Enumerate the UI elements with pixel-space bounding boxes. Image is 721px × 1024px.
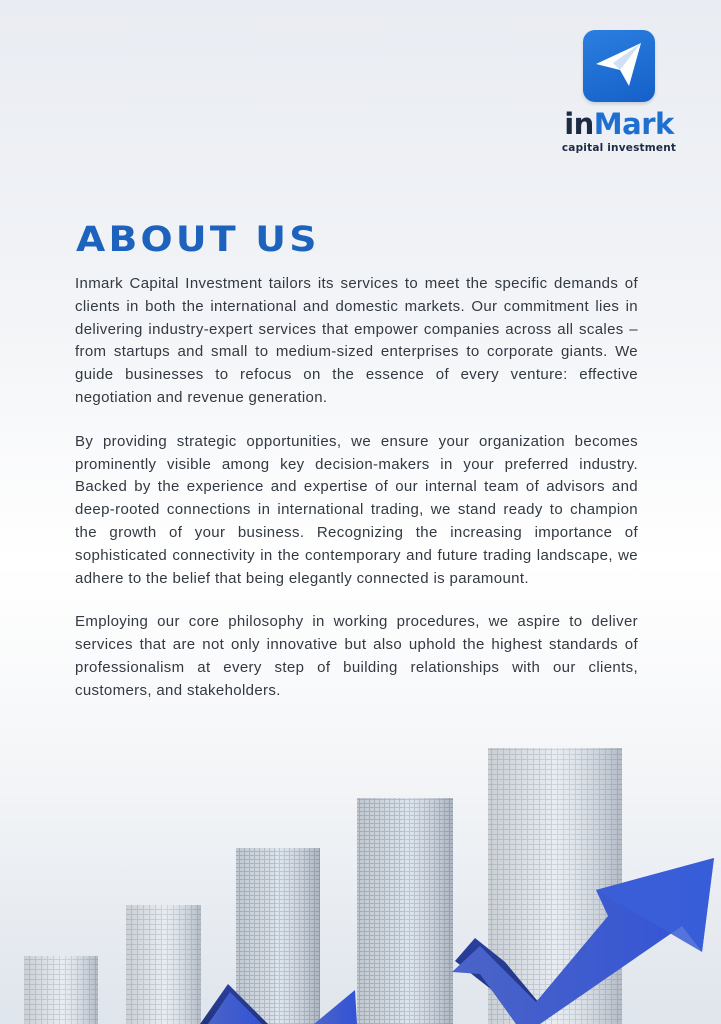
building-1: [24, 956, 98, 1024]
building-2: [126, 905, 201, 1024]
company-logo: [556, 30, 686, 160]
building-3: [236, 848, 320, 1024]
skyline-illustration: [0, 740, 721, 1024]
paragraph-2: By providing strategic opportunities, we ensure your organization becomes prominently visible among key decision-makers in your preferred industry. Backed by the experience and expertise of our internal team of advisors and deep-rooted connections in international trading, we stand ready to champion the growth of your business. Recognizing the increasing importance of sophisticated connectivity in the contemporary and future trading landscape, we adhere to the belief that being elegantly connected is paramount.: [75, 432, 638, 587]
paper-plane-icon: [583, 30, 655, 102]
logo-wordmark: [556, 106, 682, 142]
page-title: ABOUT US: [76, 220, 320, 260]
building-4: [357, 798, 453, 1024]
logo-badge: [583, 30, 655, 102]
logo-wordmark-in: in: [564, 107, 594, 141]
paragraph-1: Inmark Capital Investment tailors its services to meet the specific demands of clients in both the international and domestic markets. Our commitment lies in delivering industry-expert services that empower companies across all scales – from startups and small to medium-sized enterprises to corporate giants. We guide businesses to refocus on the essence of every venture: effective negotiation and revenue generation.: [75, 275, 638, 406]
logo-wordmark-mark: Mark: [593, 107, 674, 141]
logo-tagline: capital investment: [561, 142, 677, 154]
paragraph-3: Employing our core philosophy in working procedures, we aspire to deliver services that are not only innovative but also uphold the highest standards of professionalism at every step of building relationships with our clients, customers, and stakeholders.: [75, 613, 638, 699]
about-body: [75, 273, 638, 724]
